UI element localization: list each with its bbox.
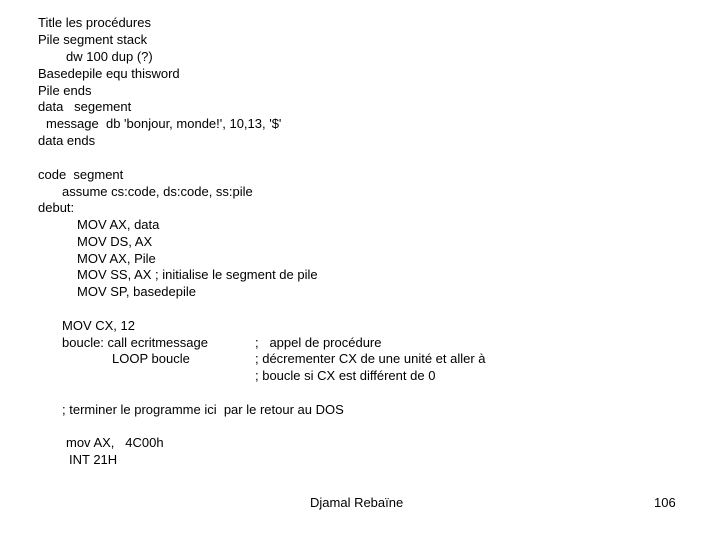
footer-page-number: 106 — [654, 495, 676, 510]
code-line-message: message db 'bonjour, monde!', 10,13, '$' — [46, 116, 282, 131]
comment-boucle-si: ; boucle si CX est différent de 0 — [255, 368, 436, 383]
code-line-pile-ends: Pile ends — [38, 83, 92, 98]
code-line-assume: assume cs:code, ds:code, ss:pile — [62, 184, 253, 199]
code-line-mov-sp: MOV SP, basedepile — [77, 284, 196, 299]
code-line-mov-cx: MOV CX, 12 — [62, 318, 135, 333]
code-line-mov-ax-data: MOV AX, data — [77, 217, 160, 232]
comment-decrementer: ; décrementer CX de une unité et aller à — [255, 351, 486, 366]
code-line-terminer: ; terminer le programme ici par le retour au DOS — [62, 402, 344, 417]
code-line-mov-ss-ax: MOV SS, AX ; initialise le segment de pile — [77, 267, 318, 282]
code-line-data-ends: data ends — [38, 133, 96, 148]
code-line-mov-ax-pile: MOV AX, Pile — [77, 251, 156, 266]
code-line-pile-segment: Pile segment stack — [38, 32, 148, 47]
code-line-title: Title les procédures — [38, 15, 151, 30]
comment-appel-procedure: ; appel de procédure — [255, 335, 382, 350]
code-line-int-21h: INT 21H — [69, 452, 118, 467]
code-line-debut: debut: — [38, 200, 75, 215]
code-line-dw: dw 100 dup (?) — [66, 49, 153, 64]
code-line-mov-ax-4c00h: mov AX, 4C00h — [66, 435, 164, 450]
code-line-code-segment: code segment — [38, 167, 124, 182]
code-line-boucle-call: boucle: call ecritmessage — [62, 335, 208, 350]
code-line-basedepile: Basedepile equ thisword — [38, 66, 180, 81]
code-line-loop: LOOP boucle — [112, 351, 190, 366]
code-line-mov-ds-ax: MOV DS, AX — [77, 234, 153, 249]
footer-author: Djamal Rebaïne — [310, 495, 404, 510]
code-line-data-segment: data segement — [38, 99, 132, 114]
